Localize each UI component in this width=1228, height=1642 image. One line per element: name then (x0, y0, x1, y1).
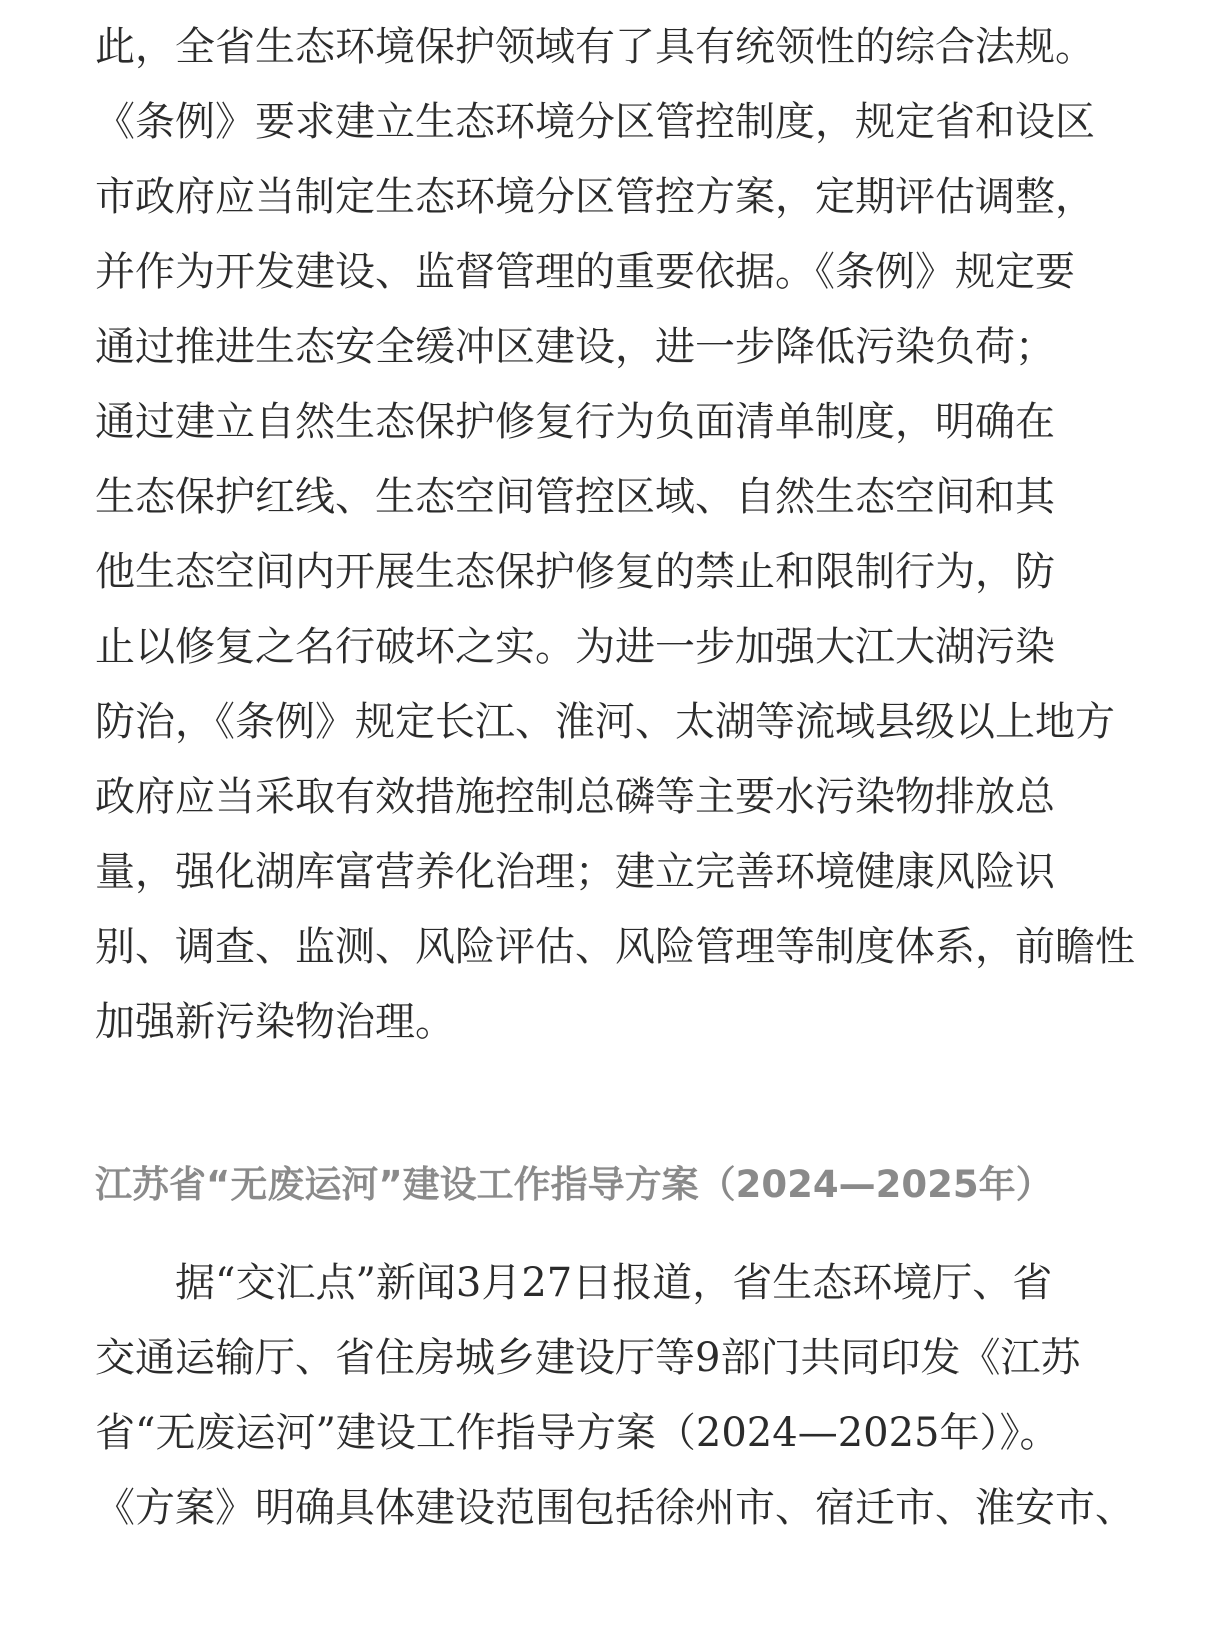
paragraph-line: 据“交汇点”新闻3月27日报道，省生态环境厅、省 (95, 1260, 1053, 1306)
paragraph-line: 市政府应当制定生态环境分区管控方案，定期评估调整， (95, 174, 1095, 220)
paragraph-line: 《条例》要求建立生态环境分区管控制度，规定省和设区 (95, 99, 1095, 145)
paragraph-line: 通过建立自然生态保护修复行为负面清单制度，明确在 (95, 399, 1055, 445)
paragraph-line: 加强新污染物治理。 (95, 999, 455, 1045)
paragraph-line: 此，全省生态环境保护领域有了具有统领性的综合法规。 (95, 24, 1095, 70)
paragraph-line: 省“无废运河”建设工作指导方案（2024—2025年）》。 (95, 1410, 1060, 1456)
paragraph-line: 止以修复之名行破坏之实。为进一步加强大江大湖污染 (95, 624, 1055, 670)
paragraph-line: 防治，《条例》规定长江、淮河、太湖等流域县级以上地方 (95, 699, 1115, 745)
paragraph-line: 生态保护红线、生态空间管控区域、自然生态空间和其 (95, 474, 1055, 520)
paragraph-line: 通过推进生态安全缓冲区建设，进一步降低污染负荷； (95, 324, 1055, 370)
paragraph-line: 政府应当采取有效措施控制总磷等主要水污染物排放总 (95, 774, 1055, 820)
paragraph-line: 量，强化湖库富营养化治理；建立完善环境健康风险识 (95, 849, 1055, 895)
paragraph-line: 交通运输厅、省住房城乡建设厅等9部门共同印发《江苏 (95, 1335, 1081, 1381)
paragraph-line: 《方案》明确具体建设范围包括徐州市、宿迁市、淮安市、 (95, 1485, 1135, 1531)
paragraph-line: 并作为开发建设、监督管理的重要依据。《条例》规定要 (95, 249, 1075, 295)
paragraph-line: 他生态空间内开展生态保护修复的禁止和限制行为，防 (95, 549, 1055, 595)
section-heading: 江苏省“无废运河”建设工作指导方案（2024—2025年） (95, 1163, 1053, 1206)
paragraph-line: 别、调查、监测、风险评估、风险管理等制度体系，前瞻性 (95, 924, 1135, 970)
